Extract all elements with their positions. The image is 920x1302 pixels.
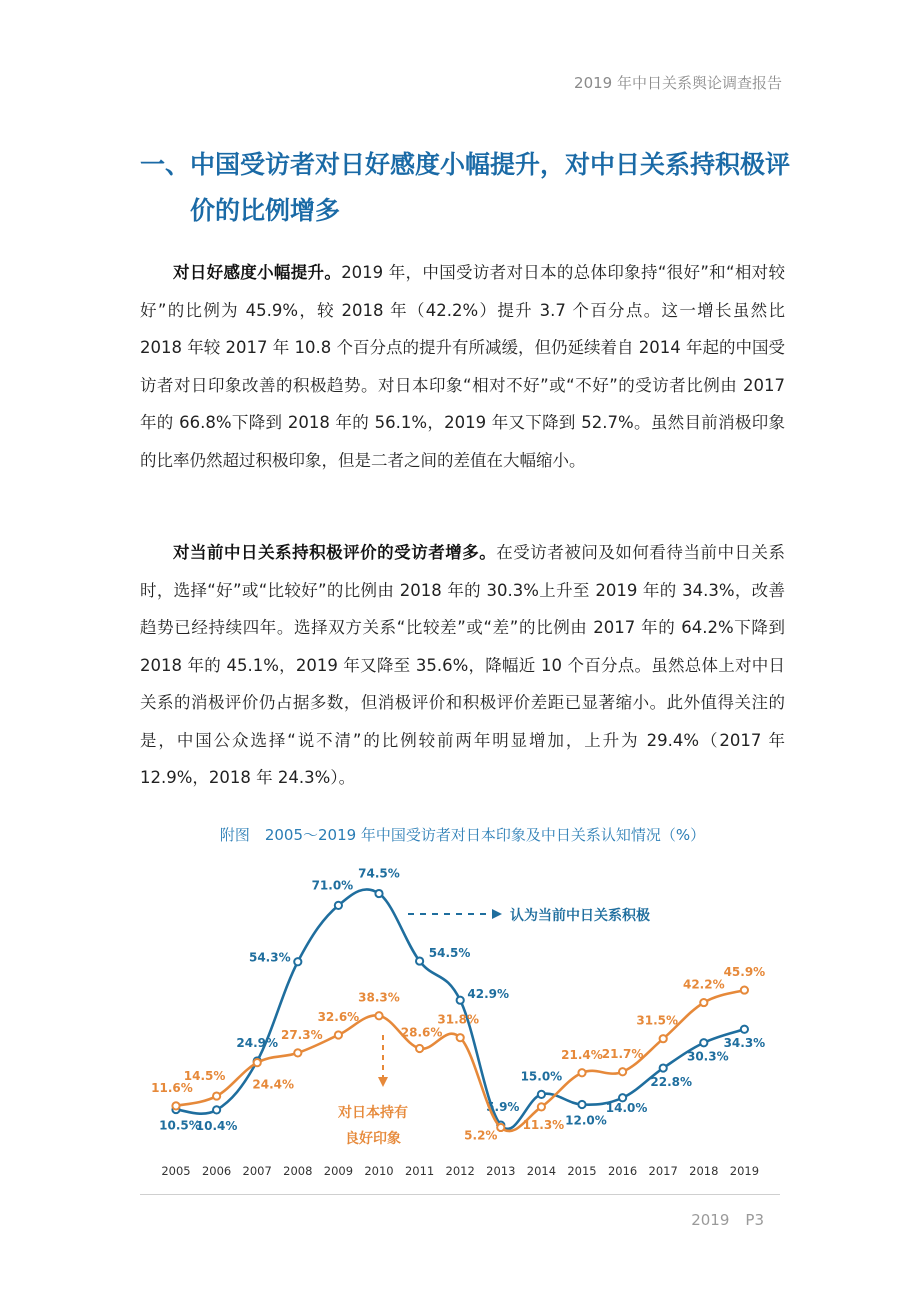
data-point	[700, 1039, 707, 1046]
data-label: 27.3%	[280, 1027, 323, 1042]
data-point	[457, 1034, 464, 1041]
data-label: 24.9%	[236, 1035, 279, 1050]
x-tick-label: 2011	[404, 1164, 435, 1178]
data-label: 10.4%	[195, 1118, 238, 1133]
data-label: 32.6%	[317, 1009, 360, 1024]
data-label: 22.8%	[650, 1075, 693, 1090]
section-title-line1: 一、中国受访者对日好感度小幅提升，对中日关系持积极评	[140, 150, 791, 179]
data-point	[741, 986, 748, 993]
x-tick-label: 2016	[607, 1164, 638, 1178]
data-label: 11.6%	[151, 1080, 193, 1095]
x-tick-label: 2014	[526, 1164, 557, 1178]
data-point	[375, 1012, 382, 1019]
series-label-impression-line2: 良好印象	[345, 1131, 401, 1147]
data-label: 5.2%	[464, 1128, 498, 1143]
data-label: 5.9%	[486, 1100, 520, 1115]
page-number: P3	[745, 1211, 764, 1229]
x-tick-label: 2008	[283, 1164, 313, 1178]
annotation-arrow-head	[492, 909, 502, 919]
paragraph-body: 2019 年，中国受访者对日本的总体印象持“很好”和“相对较好”的比例为 45.9%，较 2018 年（42.2%）提升 3.7 个百分点。这一增长虽然比 2018 年较 2017 年 10.8 个百分点的提升有所减缓，但仍延续着自 2014 年起的中国受访者对日印象改善的积极趋势。对日本印象“相对不好”或“不好”的受访者比例由 2017 年的 66.8%下降到 2018 年的 56.1%，2019 年又下降到 52.7%。虽然目前消极印象的比率仍然超过积极印象，但是二者之间的差值在大幅缩小。	[140, 263, 786, 470]
data-point	[294, 958, 301, 965]
data-point	[741, 1026, 748, 1033]
data-point	[497, 1124, 504, 1131]
data-point	[213, 1092, 220, 1099]
data-label: 24.4%	[252, 1077, 295, 1092]
footer-page-info	[691, 1211, 764, 1229]
data-point	[294, 1049, 301, 1056]
data-label: 31.8%	[437, 1012, 480, 1027]
line-chart	[140, 855, 780, 1185]
data-label: 34.3%	[723, 1036, 766, 1051]
data-label: 38.3%	[358, 990, 400, 1005]
data-label: 54.5%	[428, 946, 471, 961]
data-point	[538, 1091, 545, 1098]
data-label: 42.2%	[682, 977, 725, 992]
data-point	[660, 1035, 667, 1042]
data-label: 10.5%	[159, 1118, 201, 1133]
data-label: 45.9%	[723, 965, 766, 980]
data-label: 11.3%	[522, 1117, 565, 1132]
paragraph-lead: 对当前中日关系持积极评价的受访者增多。	[173, 543, 497, 562]
data-point	[660, 1064, 667, 1071]
figure-caption: 附图 2005～2019 年中国受访者对日本印象及中日关系认知情况（%）	[219, 826, 706, 844]
section-title-line2: 价的比例增多	[190, 196, 341, 225]
data-point	[416, 1045, 423, 1052]
footer-divider	[140, 1194, 780, 1195]
paragraph-body: 在受访者被问及如何看待当前中日关系时，选择“好”或“比较好”的比例由 2018 年的 30.3%上升至 2019 年的 34.3%，改善趋势已经持续四年。选择双方关系“比较差”或“差”的比例由 2017 年的 64.2%下降到 2018 年的 45.1%，2019 年又降至 35.6%，降幅近 10 个百分点。虽然总体上对中日关系的消极评价仍占据多数，但消极评价和积极评价差距已显著缩小。此外值得关注的是，中国公众选择“说不清”的比例较前两年明显增加，上升为 29.4%（2017 年 12.9%，2018 年 24.3%）。	[140, 543, 786, 787]
data-label: 54.3%	[248, 950, 291, 965]
data-point	[416, 957, 423, 964]
data-point	[457, 997, 464, 1004]
data-label: 71.0%	[311, 878, 354, 893]
x-tick-label: 2019	[729, 1164, 760, 1178]
data-point	[578, 1069, 585, 1076]
series-label-impression-line1: 对日本持有	[338, 1105, 408, 1121]
data-point	[254, 1059, 261, 1066]
report-header-title: 2019 年中日关系舆论调查报告	[574, 74, 782, 92]
paragraph-lead: 对日好感度小幅提升。	[173, 263, 342, 282]
footer-year: 2019	[691, 1211, 730, 1229]
data-point	[335, 902, 342, 909]
data-label: 21.7%	[601, 1046, 644, 1061]
data-point	[619, 1068, 626, 1075]
data-point	[172, 1102, 179, 1109]
x-tick-label: 2010	[364, 1164, 394, 1178]
x-tick-label: 2006	[201, 1164, 232, 1178]
data-point	[538, 1103, 545, 1110]
annotation-arrow-head	[378, 1077, 388, 1087]
series-label-relations: 认为当前中日关系积极	[510, 908, 650, 924]
paragraph-impression	[140, 254, 785, 479]
data-label: 14.0%	[605, 1100, 648, 1115]
data-label: 74.5%	[358, 866, 400, 881]
x-tick-label: 2012	[445, 1164, 475, 1178]
data-label: 42.9%	[467, 987, 510, 1002]
data-label: 12.0%	[565, 1113, 607, 1128]
series-line-relations	[176, 889, 744, 1129]
data-label: 21.4%	[561, 1047, 603, 1062]
section-title	[140, 142, 790, 234]
x-tick-label: 2015	[567, 1164, 597, 1178]
x-tick-label: 2013	[486, 1164, 516, 1178]
data-label: 14.5%	[183, 1069, 226, 1084]
data-point	[213, 1106, 220, 1113]
data-label: 31.5%	[636, 1013, 679, 1028]
paragraph-relations	[140, 534, 785, 797]
data-point	[578, 1101, 585, 1108]
data-point	[335, 1031, 342, 1038]
data-point	[700, 999, 707, 1006]
x-tick-label: 2009	[323, 1164, 354, 1178]
x-tick-label: 2005	[161, 1164, 191, 1178]
data-point	[375, 890, 382, 897]
x-tick-label: 2017	[648, 1164, 678, 1178]
data-label: 30.3%	[686, 1049, 729, 1064]
x-tick-label: 2007	[242, 1164, 272, 1178]
x-tick-label: 2018	[689, 1164, 719, 1178]
data-label: 15.0%	[520, 1069, 563, 1084]
data-label: 28.6%	[400, 1025, 443, 1040]
